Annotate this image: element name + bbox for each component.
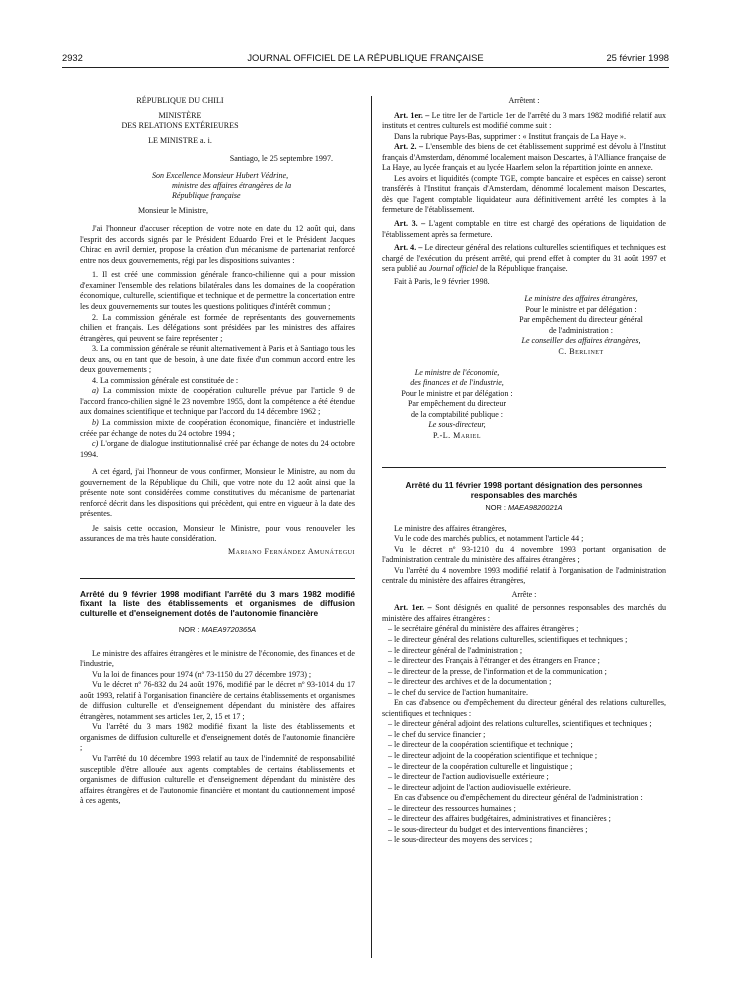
signature-line: de la comptabilité publique : bbox=[410, 409, 504, 419]
letter-paragraph: 3. La commission générale se réunit alternativement à Paris et à Santiago tous les deux ans, ou en tant que de besoin, à une date fixée d'un commun accord entre les deux gouvernements ; bbox=[80, 344, 355, 375]
section-separator bbox=[80, 578, 355, 579]
article bbox=[382, 111, 666, 132]
column-divider bbox=[371, 96, 372, 958]
signatory-name: C. Berlinet bbox=[558, 347, 604, 357]
arretent-heading: Arrêtent : bbox=[508, 96, 540, 105]
article-label: Art. 3. – bbox=[394, 219, 426, 229]
list-item: – le directeur des affaires budgétaires, administratives et financières ; bbox=[388, 814, 611, 824]
signature-line: Le ministre de l'économie, bbox=[414, 367, 500, 377]
list-item: – le directeur des ressources humaines ; bbox=[388, 803, 516, 813]
sender-line: RÉPUBLIQUE DU CHILI bbox=[136, 96, 224, 105]
list-item: – le directeur adjoint de la coopération scientifique et technique ; bbox=[388, 751, 598, 761]
article-text: L'ensemble des biens de cet établissement supprimé est dévolu à l'Institut français d'Amsterdam, dénommé localement maison Descartes, à l'Alliance française de La Haye, au lycée français et au lycée Haarlem selon la répartition jointe en annexe. bbox=[382, 142, 667, 173]
list-item: – le directeur de la presse, de l'information et de la communication ; bbox=[388, 666, 607, 676]
signature-block-1 bbox=[382, 294, 666, 357]
item-text: L'organe de dialogue institutionnalisé créé par échange de notes du 24 octobre 1994. bbox=[80, 439, 355, 459]
list-item: – le secrétaire général du ministère des affaires étrangères ; bbox=[388, 624, 579, 634]
article-text: Le titre Ier de l'article 1er de l'arrêté du 3 mars 1982 modifié relatif aux instituts et centres culturels est modifié comme suit : bbox=[382, 110, 666, 131]
letter-paragraph: A cet égard, j'ai l'honneur de vous confirmer, Monsieur le Ministre, au nom du gouvernement de la République du Chili, que votre note du 12 août ainsi que la présente note sont considérées comme constitutives du mécanisme de partenariat renforcé décrit dans les dispositions qui précèdent, qui entre en vigueur à la date des présentes. bbox=[80, 467, 355, 519]
visa-paragraph: Vu la loi de finances pour 1974 (nº 73-1150 du 27 décembre 1973) ; bbox=[92, 669, 312, 679]
sender-line: MINISTÈRE bbox=[158, 110, 202, 120]
signature-line: des finances et de l'industrie, bbox=[410, 378, 504, 388]
article-label: Art. 4. – bbox=[394, 243, 423, 253]
arrete-heading: Arrête : bbox=[511, 589, 537, 599]
article bbox=[382, 243, 666, 275]
list-item: – le directeur de la coopération scientifique et technique ; bbox=[388, 740, 573, 750]
article-label: Art. 1er. – bbox=[394, 603, 432, 613]
recipient bbox=[80, 171, 355, 202]
list-item: – le sous-directeur du budget et des interventions financières ; bbox=[388, 824, 588, 834]
list-item: – le directeur de la coopération culturelle et linguistique ; bbox=[388, 761, 573, 771]
issue-date: 25 février 1998 bbox=[606, 52, 669, 63]
right-column bbox=[382, 96, 666, 846]
item-label: c) bbox=[92, 439, 99, 449]
article-text: L'agent comptable en titre est chargé des opérations de liquidation de l'établissement après sa fermeture. bbox=[382, 219, 667, 239]
recipient-line: ministre des affaires étrangères de la bbox=[172, 181, 292, 191]
fait-line: Fait à Paris, le 9 février 1998. bbox=[394, 276, 490, 286]
page-number: 2932 bbox=[62, 52, 83, 63]
article-label: Art. 1er. – bbox=[394, 110, 430, 120]
letter-paragraph: J'ai l'honneur d'accuser réception de votre note en date du 12 août qui, dans l'esprit des accords signés par le Président Eduardo Frei et le Président Jacques Chirac en avril dernier, propose la création d'un mécanisme de partenariat renforcé entre nos deux gouvernements, régi par les dispositions suivantes : bbox=[80, 224, 355, 265]
list-item: – le directeur général adjoint des relations culturelles, scientifiques et techniques ; bbox=[388, 719, 652, 729]
letter-paragraph bbox=[80, 439, 355, 460]
signature-line: Pour le ministre et par délégation : bbox=[525, 304, 637, 314]
list-item: – le directeur général de l'administration ; bbox=[388, 645, 523, 655]
list-item: – le directeur des Français à l'étranger et des étrangers en France ; bbox=[388, 656, 600, 666]
article-text: Le directeur général des relations culturelles scientifiques et techniques est chargé de l'exécution du présent arrêté, qui prend effet à compter du 31 août 1997 et sera publié au bbox=[382, 243, 667, 274]
journal-reference: Journal officiel bbox=[428, 264, 479, 274]
signature-line: Le conseiller des affaires étrangères, bbox=[521, 336, 641, 346]
nor-reference bbox=[382, 503, 666, 514]
article-text: Sont désignés en qualité de personnes responsables des marchés du ministère des affaires étrangères : bbox=[382, 603, 667, 623]
sender-line: LE MINISTRE a. i. bbox=[148, 135, 212, 145]
letter-paragraph: 2. La commission générale est formée de représentants des gouvernements chilien et français. Les délégations sont présidées par les ministres des affaires étrangères, qui peuvent se faire représenter ; bbox=[80, 312, 355, 343]
signatory-name: P.-L. Mariel bbox=[432, 430, 482, 440]
visa-paragraph: Vu l'arrêté du 3 mars 1982 modifié fixant la liste des établissements et organismes de diffusion culturelle et d'enseignement dotés de l'autonomie financière ; bbox=[80, 722, 355, 753]
visa-paragraph: Vu le décret nº 76-832 du 24 août 1976, modifié par le décret nº 93-1014 du 17 août 1993, relatif à l'organisation financière de certains établissements et organismes de diffusion culturelle et d'enseignement dépendant du ministère des affaires étrangères, notamment ses articles 1er, 2, 15 et 17 ; bbox=[80, 680, 355, 721]
list-item: – le directeur des archives et de la documentation ; bbox=[388, 677, 552, 687]
letter-paragraph: 1. Il est créé une commission générale franco-chilienne qui a pour mission d'examiner l'ensemble des relations bilatérales dans les domaines de la coopération économique, culturelle, scientifique et technique et de permettre la concertation entre les deux gouvernements sur toutes les questions politiques d'intérêt commun ; bbox=[80, 270, 355, 311]
article-paragraph: Les avoirs et liquidités (compte TGE, compte bancaire et espèces en caisse) seront transférés à l'Institut français d'Amsterdam, dénommé localement maison Descartes, dès que l'agent comptable liquidateur aura définitivement arrêté les comptes à la fermeture de l'établissement. bbox=[382, 173, 666, 215]
arrete-title: Arrêté du 11 février 1998 portant désignation des personnes responsables des marchés bbox=[405, 480, 643, 501]
letter-paragraph bbox=[80, 386, 355, 418]
article-text: de la République française. bbox=[478, 264, 568, 274]
journal-title: JOURNAL OFFICIEL DE LA RÉPUBLIQUE FRANÇAISE bbox=[247, 52, 484, 63]
signature-line: Le sous-directeur, bbox=[428, 420, 486, 430]
sender-block bbox=[80, 96, 255, 146]
responsables-list bbox=[382, 624, 666, 698]
letter-paragraph: 4. La commission générale est constituée de : bbox=[92, 375, 239, 385]
signature: Mariano Fernández Amunátegui bbox=[227, 547, 355, 557]
visa-paragraph: Vu l'arrêté du 4 novembre 1993 modifié relatif à l'organisation de l'administration centrale du ministère des affaires étrangères, bbox=[382, 565, 666, 586]
visa-paragraph: Vu le code des marchés publics, et notamment l'article 44 ; bbox=[394, 534, 584, 544]
sender-line: DES RELATIONS EXTÉRIEURES bbox=[121, 121, 239, 131]
nor-label: NOR : bbox=[485, 503, 506, 512]
visa-paragraph: Vu l'arrêté du 10 décembre 1993 relatif au taux de l'indemnité de responsabilité susceptible d'être allouée aux agents comptables de certains établissements et organismes de diffusion culturelle et d'enseignement dépendant du ministère des affaires étrangères et de l'autonomie financière et montant du cautionnement imposé à ces agents, bbox=[80, 753, 355, 806]
list-item: – le directeur général des relations culturelles, scientifiques et techniques ; bbox=[388, 635, 628, 645]
signature-line: Le ministre des affaires étrangères, bbox=[524, 294, 638, 304]
visa-paragraph: Le ministre des affaires étrangères et le ministre de l'économie, des finances et de l'industrie, bbox=[80, 648, 355, 669]
section-separator bbox=[382, 467, 666, 468]
article bbox=[382, 603, 666, 624]
article-label: Art. 2. – bbox=[394, 142, 424, 152]
list-item: – le directeur de l'action audiovisuelle extérieure ; bbox=[388, 772, 549, 782]
letter-paragraph: Je saisis cette occasion, Monsieur le Ministre, pour vous renouveler les assurances de ma très haute considération. bbox=[80, 523, 355, 544]
item-text: La commission mixte de coopération économique, financière et industrielle créée par échange de notes du 24 octobre 1994 ; bbox=[80, 418, 355, 438]
list-item: – le sous-directeur des moyens des services ; bbox=[388, 835, 533, 845]
article-paragraph: Dans la rubrique Pays-Bas, supprimer : « Institut français de La Haye ». bbox=[394, 131, 626, 141]
signature-block-2 bbox=[382, 368, 532, 442]
list-item: – le directeur adjoint de l'action audiovisuelle extérieure. bbox=[388, 782, 571, 792]
left-column bbox=[80, 96, 355, 807]
nor-label: NOR : bbox=[178, 624, 200, 634]
salutation: Monsieur le Ministre, bbox=[138, 205, 208, 215]
article bbox=[382, 219, 666, 240]
nor-code: MAEA9820021A bbox=[507, 503, 563, 512]
recipient-line: République française bbox=[172, 191, 241, 201]
responsables-list bbox=[382, 719, 666, 793]
signature-line: de l'administration : bbox=[548, 325, 614, 335]
responsables-list bbox=[382, 804, 666, 846]
signature-line: Pour le ministre et par délégation : bbox=[401, 388, 513, 398]
item-label: a) bbox=[92, 386, 99, 396]
article bbox=[382, 142, 666, 174]
item-text: La commission mixte de coopération culturelle prévue par l'article 9 de l'accord franco-chilien signé le 23 novembre 1955, dont la compétence a été étendue aux domaines scientifique et technique par l'accord du 14 décembre 1962 ; bbox=[80, 386, 355, 417]
nor-reference bbox=[80, 625, 355, 636]
absence-paragraph: En cas d'absence ou d'empêchement du directeur général des relations culturelles, scientifiques et techniques : bbox=[382, 698, 666, 718]
item-label: b) bbox=[92, 418, 99, 428]
list-item: – le chef du service financier ; bbox=[388, 729, 486, 739]
signature-line: Par empêchement du directeur bbox=[407, 399, 507, 409]
signature-line: Par empêchement du directeur général bbox=[519, 315, 643, 325]
recipient-line: Son Excellence Monsieur Hubert Védrine, bbox=[152, 170, 289, 180]
absence-paragraph: En cas d'absence ou d'empêchement du directeur général de l'administration : bbox=[394, 793, 643, 803]
place-date: Santiago, le 25 septembre 1997. bbox=[229, 154, 333, 164]
visa-paragraph: Vu le décret nº 93-1210 du 4 novembre 1993 portant organisation de l'administration centrale du ministère des affaires étrangères ; bbox=[382, 544, 666, 565]
visa-paragraph: Le ministre des affaires étrangères, bbox=[394, 523, 507, 533]
arrete-title: Arrêté du 9 février 1998 modifiant l'arrêté du 3 mars 1982 modifié fixant la liste des établissements et organismes de diffusion culturelle et d'enseignement dotés de l'autonomie financière bbox=[80, 588, 355, 619]
letter-paragraph bbox=[80, 418, 355, 439]
header-rule bbox=[62, 67, 669, 68]
page-header bbox=[62, 52, 669, 66]
list-item: – le chef du service de l'action humanitaire. bbox=[388, 687, 528, 697]
nor-code: MAEA9720365A bbox=[201, 624, 257, 634]
